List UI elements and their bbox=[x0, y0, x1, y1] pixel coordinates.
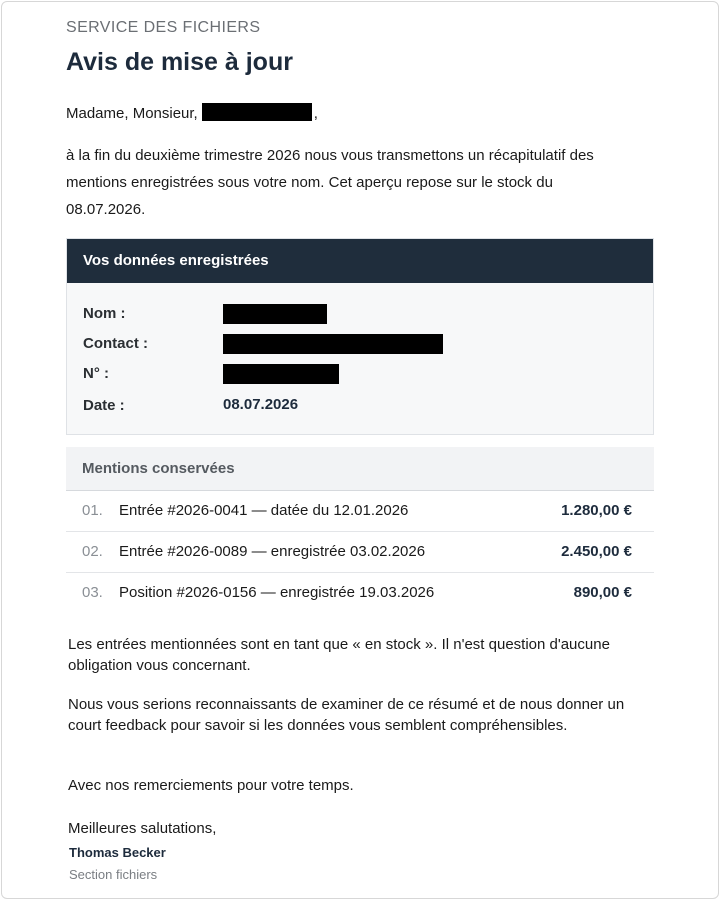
letter-page bbox=[1, 1, 719, 899]
closing-line: Meilleures salutations, bbox=[68, 820, 217, 837]
data-label-name: Nom : bbox=[83, 305, 126, 322]
intro-paragraph: à la fin du deuxième trimestre 2026 nous vous transmettons un récapitulatif des mentions enregistrées sous votre nom. Cet aperçu repose sur le stock du 08.07.2026. bbox=[66, 147, 594, 218]
redacted-name-value bbox=[223, 304, 327, 324]
signature-name: Thomas Becker bbox=[69, 845, 166, 860]
mention-description: Entrée #2026-0041 — datée du 12.01.2026 bbox=[119, 502, 409, 519]
mention-number: 01. bbox=[82, 502, 103, 519]
salutation-line bbox=[66, 103, 318, 125]
service-label: SERVICE DES FICHIERS bbox=[66, 19, 261, 36]
feedback-paragraph: Nous vous serions reconnaissants de examiner de ce résumé et de nous donner un court feedback pour savoir si les données vous semblent compréhensibles. bbox=[68, 696, 625, 734]
mention-number: 03. bbox=[82, 584, 103, 601]
mention-amount: 2.450,00 € bbox=[561, 543, 632, 560]
redacted-number-value bbox=[223, 364, 339, 384]
mention-number: 02. bbox=[82, 543, 103, 560]
data-label-number: N° : bbox=[83, 365, 109, 382]
data-value-name bbox=[223, 304, 327, 324]
mentions-title: Mentions conservées bbox=[66, 447, 654, 491]
salutation-text: Madame, Monsieur, bbox=[66, 105, 198, 122]
redacted-name-block bbox=[202, 103, 312, 121]
mention-amount: 1.280,00 € bbox=[561, 502, 632, 519]
signature-role: Section fichiers bbox=[69, 867, 158, 882]
mention-row bbox=[66, 491, 654, 532]
thanks-paragraph: Avec nos remerciements pour votre temps. bbox=[68, 777, 354, 794]
data-value-contact bbox=[223, 334, 443, 354]
data-value-number bbox=[223, 364, 339, 384]
redacted-contact-value bbox=[223, 334, 443, 354]
mention-description: Position #2026-0156 — enregistrée 19.03.2026 bbox=[119, 584, 435, 601]
mentions-table bbox=[66, 447, 654, 613]
data-label-date: Date : bbox=[83, 397, 125, 414]
registered-data-title: Vos données enregistrées bbox=[67, 239, 653, 283]
mention-amount: 890,00 € bbox=[573, 584, 632, 601]
mention-row bbox=[66, 532, 654, 573]
salutation-comma: , bbox=[313, 105, 318, 122]
stock-note-paragraph: Les entrées mentionnées sont en tant que « en stock ». Il n'est question d'aucune obligation vous concernant. bbox=[68, 636, 610, 674]
mention-description: Entrée #2026-0089 — enregistrée 03.02.2026 bbox=[119, 543, 426, 560]
mention-row bbox=[66, 573, 654, 613]
registered-data-panel bbox=[66, 238, 654, 435]
data-label-contact: Contact : bbox=[83, 335, 148, 352]
page-title: Avis de mise à jour bbox=[66, 48, 293, 76]
data-value-date: 08.07.2026 bbox=[223, 396, 299, 413]
